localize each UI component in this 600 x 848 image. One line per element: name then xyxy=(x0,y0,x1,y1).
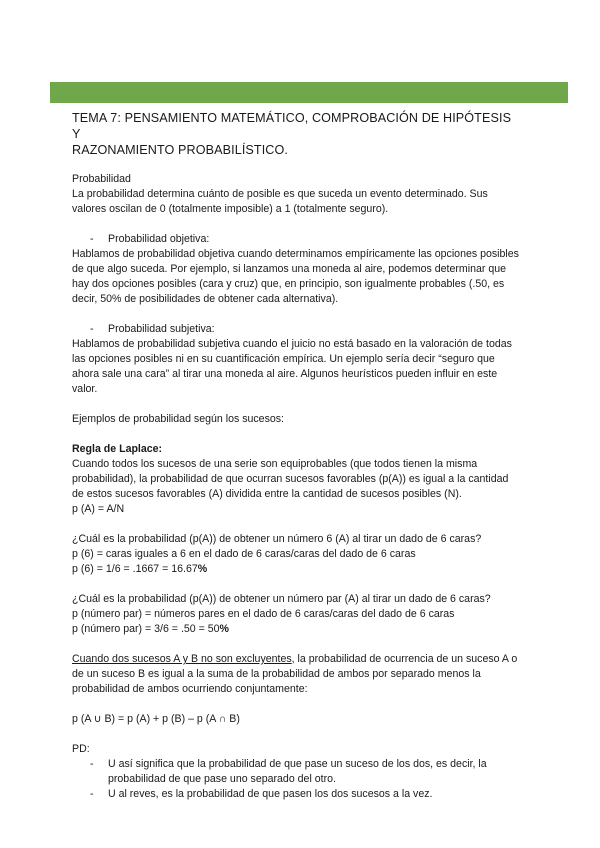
question-ejemplo-2: ¿Cuál es la probabilidad (p(A)) de obtener un número par (A) al tirar un dado de 6 caras? xyxy=(72,593,491,605)
page-title: TEMA 7: PENSAMIENTO MATEMÁTICO, COMPROBACIÓN DE HIPÓTESIS Y RAZONAMIENTO PROBABILÍSTICO. xyxy=(72,111,512,157)
list-item: - U así significa que la probabilidad de que pase un suceso de los dos, es decir, la probabilidad de que pase uno separado del otro. xyxy=(72,757,522,787)
bullet-subjetiva xyxy=(72,322,522,337)
dash-marker: - xyxy=(90,788,94,800)
paragraph-excluyentes: Cuando dos sucesos A y B no son excluyentes, la probabilidad de ocurrencia de un suceso A o de un suceso B es igual a la suma de la probabilidad de ambos por separado menos la probabilidad de ambos ocurriendo conjuntamente: xyxy=(72,653,518,695)
bullet-heading-objetiva: Probabilidad objetiva: xyxy=(108,233,210,245)
question-ejemplo-1: ¿Cuál es la probabilidad (p(A)) de obtener un número 6 (A) al tirar un dado de 6 caras? xyxy=(72,533,482,545)
list-item: - U al reves, es la probabilidad de que pasen los dos sucesos a la vez. xyxy=(72,787,522,802)
line-ejemplo-1a: p (6) = caras iguales a 6 en el dado de 6 caras/caras del dado de 6 caras xyxy=(72,548,416,560)
pd-label: PD: xyxy=(72,743,90,755)
paragraph-laplace: Cuando todos los sucesos de una serie son equiprobables (que todos tienen la misma probabilidad), la probabilidad de que ocurran sucesos favorables (p(A)) es igual a la cantidad de estos sucesos favorables (A) dividida entre la cantidad de sucesos posibles (N). xyxy=(72,458,509,500)
formula-union: p (A ∪ B) = p (A) + p (B) – p (A ∩ B) xyxy=(72,713,240,725)
paragraph-objetiva: Hablamos de probabilidad objetiva cuando determinamos empíricamente las opciones posibles de que algo suceda. Por ejemplo, si lanzamos una moneda al aire, podemos determinar que hay dos opciones posibles (cara y cruz) que, en principio, son igualmente probables (.50, es decir, 50% de posibilidades de obtener cada alternativa). xyxy=(72,248,519,305)
formula-laplace: p (A) = A/N xyxy=(72,503,125,515)
document-body xyxy=(72,110,522,802)
dash-marker: - xyxy=(90,323,94,335)
paragraph-subjetiva: Hablamos de probabilidad subjetiva cuando el juicio no está basado en la valoración de todas las opciones posibles ni en su cuantificación empírica. Un ejemplo sería decir “seguro que ahora sale una cara” al tirar una moneda al aire. Algunos heurísticos pueden influir en este valor. xyxy=(72,338,512,395)
heading-laplace: Regla de Laplace: xyxy=(72,443,163,455)
bullet-heading-subjetiva: Probabilidad subjetiva: xyxy=(108,323,215,335)
dash-marker: - xyxy=(90,233,94,245)
line-ejemplo-2b: p (número par) = 3/6 = .50 = 50% xyxy=(72,623,229,635)
line-ejemplo-2a: p (número par) = números pares en el dado de 6 caras/caras del dado de 6 caras xyxy=(72,608,455,620)
line-ejemplo-1b: p (6) = 1/6 = .1667 = 16.67% xyxy=(72,563,208,575)
heading-ejemplos: Ejemplos de probabilidad según los sucesos: xyxy=(72,413,285,425)
pd-list xyxy=(72,757,522,802)
paragraph-probabilidad: La probabilidad determina cuánto de posible es que suceda un evento determinado. Sus valores oscilan de 0 (totalmente imposible) a 1 (totalmente seguro). xyxy=(72,188,488,215)
header-accent-bar xyxy=(50,82,568,103)
bullet-objetiva xyxy=(72,232,522,247)
section-heading-probabilidad: Probabilidad xyxy=(72,173,131,185)
dash-marker: - xyxy=(90,758,94,770)
